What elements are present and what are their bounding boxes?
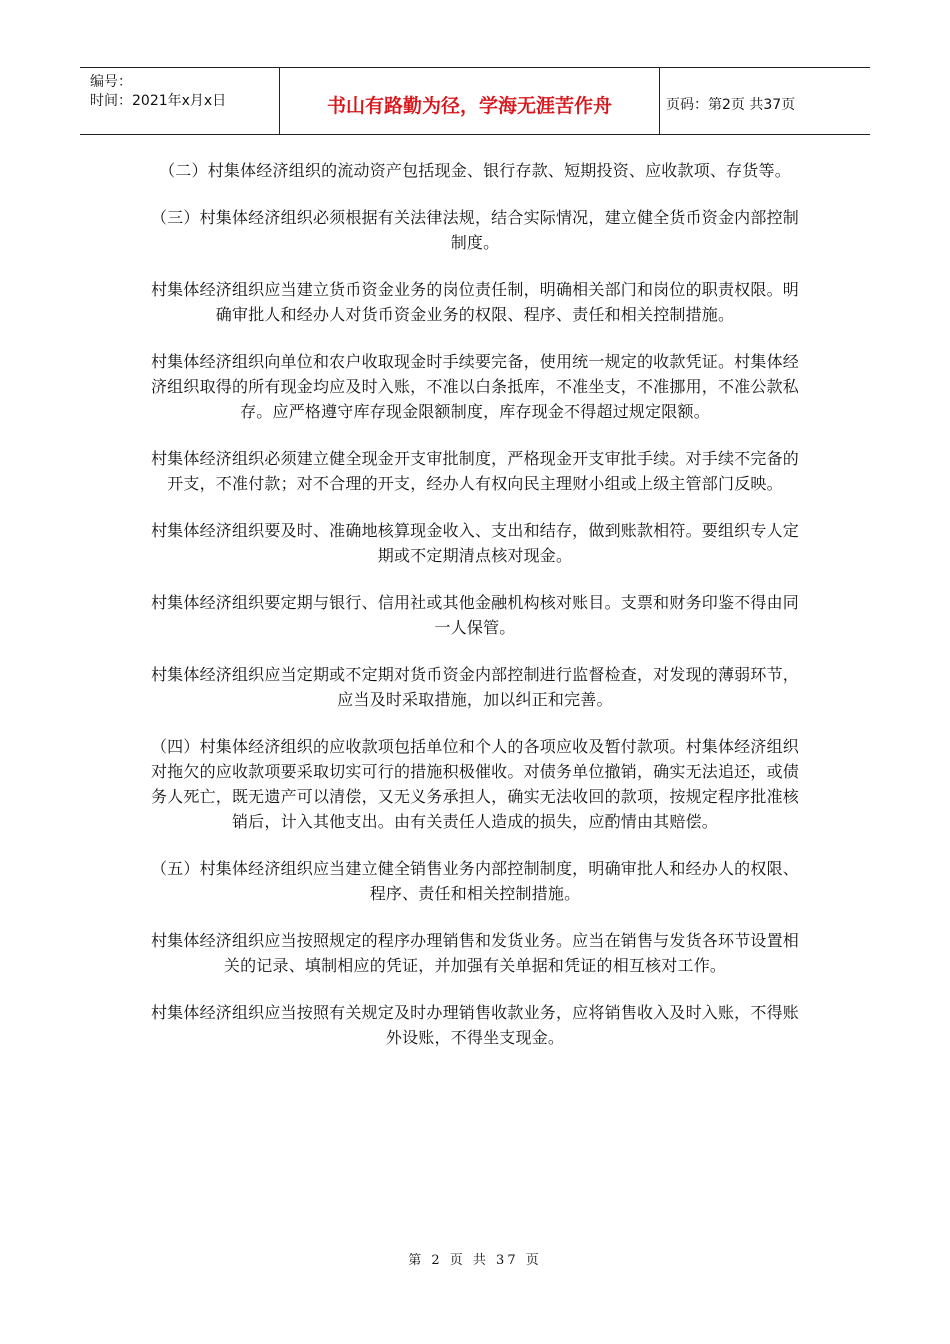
document-body [150,158,800,1072]
header-motto: 书山有路勤为径，学海无涯苦作舟 [280,68,660,134]
paragraph: 村集体经济组织必须建立健全现金开支审批制度，严格现金开支审批手续。对手续不完备的开支，不准付款；对不合理的开支，经办人有权向民主理财小组或上级主管部门反映。 [150,449,799,493]
paragraph: 村集体经济组织应当建立货币资金业务的岗位责任制，明确相关部门和岗位的职责权限。明确审批人和经办人对货币资金业务的权限、程序、责任和相关控制措施。 [150,280,799,324]
paragraph: （二）村集体经济组织的流动资产包括现金、银行存款、短期投资、应收款项、存货等。 [159,161,791,180]
page-footer: 第 2 页 共 37 页 [408,1253,542,1268]
header-page-info: 页码：第2页 共37页 [666,97,796,113]
paragraph: 村集体经济组织要及时、准确地核算现金收入、支出和结存，做到账款相符。要组织专人定期或不定期清点核对现金。 [150,521,799,565]
paragraph: 村集体经济组织应当按照规定的程序办理销售和发货业务。应当在销售与发货各环节设置相关的记录、填制相应的凭证，并加强有关单据和凭证的相互核对工作。 [150,931,799,975]
paragraph: 村集体经济组织应当按照有关规定及时办理销售收款业务，应将销售收入及时入账，不得账外设账，不得坐支现金。 [150,1003,799,1047]
paragraph: （五）村集体经济组织应当建立健全销售业务内部控制制度，明确审批人和经办人的权限、程序、责任和相关控制措施。 [150,859,799,903]
paragraph: 村集体经济组织向单位和农户收取现金时手续要完备，使用统一规定的收款凭证。村集体经济组织取得的所有现金均应及时入账，不准以白条抵库，不准坐支，不准挪用，不准公款私存。应严格遵守库存现金限额制度，库存现金不得超过规定限额。 [150,352,799,421]
paragraph: 村集体经济组织要定期与银行、信用社或其他金融机构核对账目。支票和财务印鉴不得由同一人保管。 [150,593,799,637]
document-date: 时间：2021年x月x日 [90,93,227,109]
paragraph: （三）村集体经济组织必须根据有关法律法规，结合实际情况，建立健全货币资金内部控制制度。 [150,208,799,252]
paragraph: 村集体经济组织应当定期或不定期对货币资金内部控制进行监督检查，对发现的薄弱环节，应当及时采取措施，加以纠正和完善。 [150,665,799,709]
header-meta [80,68,280,134]
document-header [80,67,870,135]
document-code-label: 编号： [90,74,132,90]
paragraph: （四）村集体经济组织的应收款项包括单位和个人的各项应收及暂付款项。村集体经济组织对拖欠的应收款项要采取切实可行的措施积极催收。对债务单位撤销，确实无法追还，或债务人死亡，既无遗产可以清偿，又无义务承担人，确实无法收回的款项，按规定程序批准核销后，计入其他支出。由有关责任人造成的损失，应酌情由其赔偿。 [150,737,799,831]
